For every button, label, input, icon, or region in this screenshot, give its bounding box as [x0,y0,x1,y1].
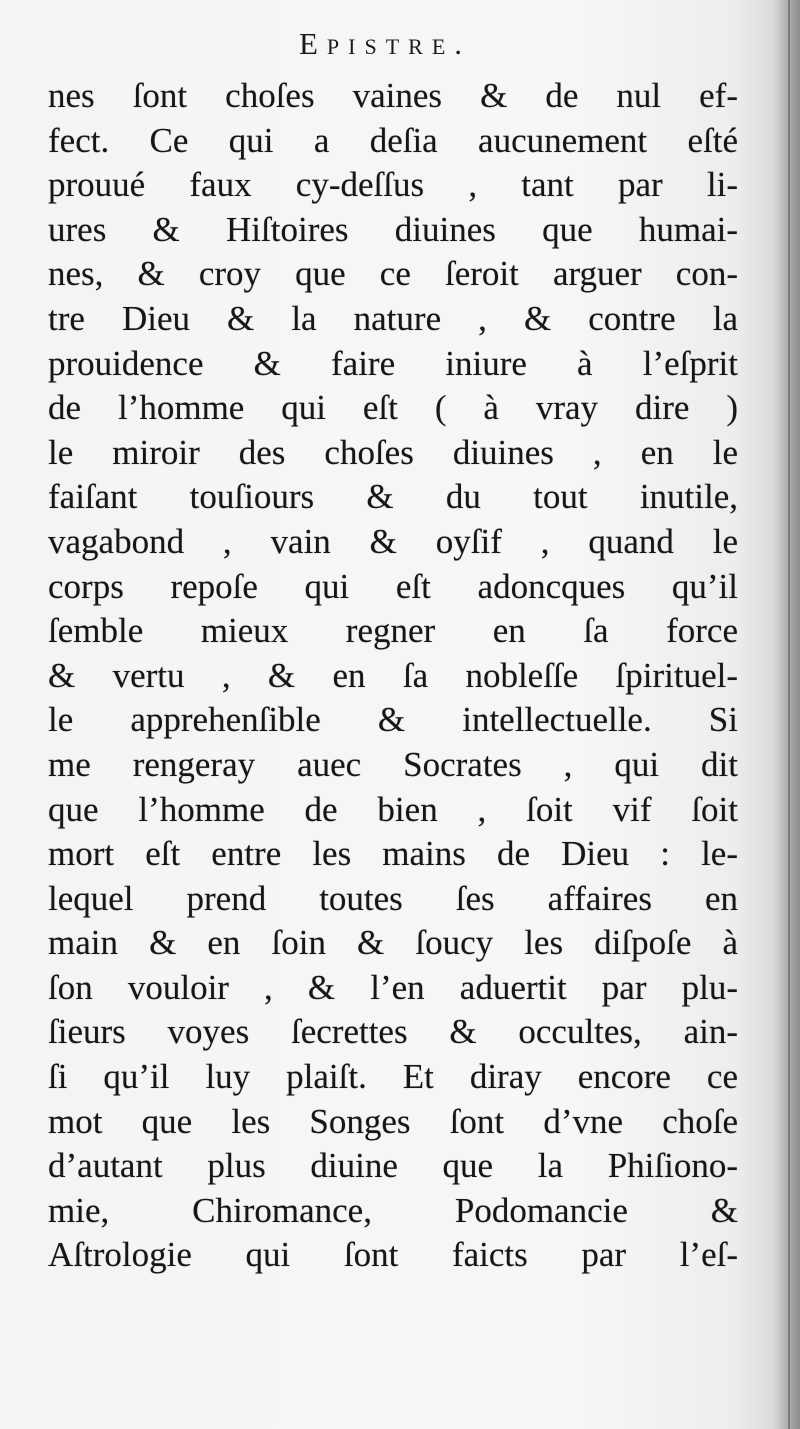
text-line: ſi qu’il luy plaiſt. Et diray encore ce [48,1057,738,1097]
text-line: de l’homme qui eſt ( à vray dire ) [48,388,738,428]
text-line: ſieurs voyes ſecrettes & occultes, ain- [48,1012,738,1052]
text-line: prouué faux cy-deſſus , tant par li- [48,165,738,205]
text-line: me rengeray auec Socrates , qui dit [48,744,738,784]
text-line: le miroir des choſes diuines , en le [48,432,738,472]
text-line: le apprehenſible & intellectuelle. Si [48,700,738,740]
text-line: fect. Ce qui a deſia aucunement eſté [48,120,738,160]
text-line: faiſant touſiours & du tout inutile, [48,477,738,517]
text-line: mot que les Songes ſont d’vne choſe [48,1101,738,1141]
text-line: Aſtrologie qui ſont faicts par l’eſ- [48,1235,738,1275]
text-line: que l’homme de bien , ſoit vif ſoit [48,789,738,829]
text-line: & vertu , & en ſa nobleſſe ſpirituel- [48,655,738,695]
text-line: lequel prend toutes ſes affaires en [48,878,738,918]
text-line: mie, Chiromance, Podomancie & [48,1190,738,1230]
text-line: ſemble mieux regner en ſa force [48,611,738,651]
text-line: corps repoſe qui eſt adoncques qu’il [48,566,738,606]
page-edge-line [788,0,790,1429]
text-line: ſon vouloir , & l’en aduertit par plu- [48,967,738,1007]
running-head: Epistre. [298,26,472,61]
text-line: d’autant plus diuine que la Phiſiono- [48,1146,738,1186]
text-line: nes ſont choſes vaines & de nul ef- [48,76,738,115]
body-text [48,74,738,1278]
text-line: ures & Hiſtoires diuines que humai- [48,209,738,249]
text-line: tre Dieu & la nature , & contre la [48,298,738,338]
text-line: main & en ſoin & ſoucy les diſpoſe à [48,923,738,963]
text-line: prouidence & faire iniure à l’eſprit [48,343,738,383]
text-line: mort eſt entre les mains de Dieu : le- [48,834,738,874]
text-line: vagabond , vain & oyſif , quand le [48,521,738,561]
page-edge-shadow [772,0,800,1429]
text-line: nes, & croy que ce ſeroit arguer con- [48,254,738,294]
